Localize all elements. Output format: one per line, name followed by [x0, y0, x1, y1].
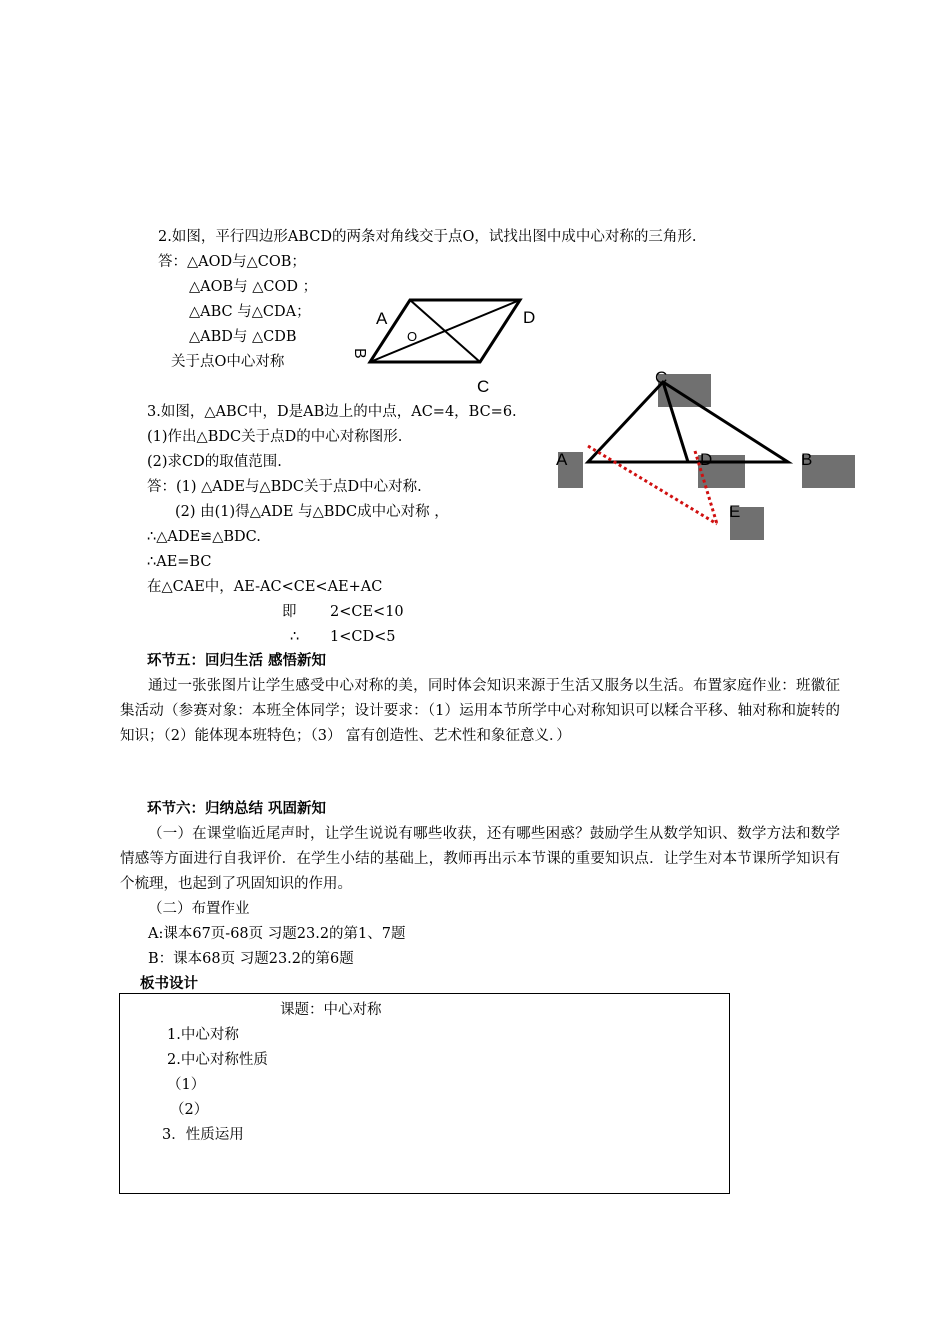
problem3-step5: 1<CD<5 — [330, 629, 396, 645]
homework-a: A:课本67页-68页 习题23.2的第1、7题 — [148, 926, 406, 942]
board-title: 课题：中心对称 — [280, 1002, 382, 1018]
board-design-box — [119, 993, 730, 1194]
problem2-conclusion: 关于点O中心对称 — [171, 354, 285, 370]
tri-label-d: D — [700, 450, 713, 469]
problem3-answer2: (2) 由(1)得△ADE 与△BDC成中心对称 ， — [175, 504, 449, 520]
diagonal-bd — [370, 300, 520, 362]
homework-b: B：课本68页 习题23.2的第6题 — [148, 951, 354, 967]
label-a: A — [376, 309, 388, 328]
tri-label-a: A — [556, 450, 568, 469]
problem3-answer1: 答：(1) △ADE与△BDC关于点D中心对称. — [147, 479, 422, 495]
label-b: B — [351, 348, 368, 359]
board-item-5: 3．性质运用 — [162, 1127, 244, 1143]
label-o: O — [407, 329, 418, 344]
board-item-2: 2.中心对称性质 — [167, 1052, 268, 1068]
section5-heading: 环节五：回归生活 感悟新知 — [147, 653, 327, 669]
problem3-step5-prefix: ∴ — [290, 629, 300, 645]
parallelogram-figure — [340, 290, 560, 400]
problem3-part1: (1)作出△BDC关于点D的中心对称图形. — [147, 429, 403, 445]
triangle-figure — [550, 365, 860, 545]
section6-body: （一）在课堂临近尾声时，让学生说说有哪些收获，还有哪些困惑？鼓励学生从数学知识、数学方法和数学情感等方面进行自我评价．在学生小结的基础上，教师再出示本节课的重要知识点．让学生对本节课所学知识有个梳理，也起到了巩固知识的作用。 — [120, 826, 840, 892]
board-item-3: （1） — [167, 1077, 206, 1093]
board-item-4: （2） — [170, 1102, 209, 1118]
homework-title: （二）布置作业 — [148, 901, 250, 917]
problem2-line-3: △ABD与 △CDB — [189, 329, 297, 345]
problem3-step3: 在△CAE中，AE-AC<CE<AE+AC — [147, 579, 383, 595]
problem2-line-2: △ABC 与△CDA； — [189, 304, 311, 320]
board-heading: 板书设计 — [140, 976, 198, 992]
problem3-step2: ∴AE=BC — [147, 554, 212, 570]
label-c: C — [477, 377, 490, 396]
tri-label-c: C — [655, 368, 668, 387]
problem2-question: 2.如图，平行四边形ABCD的两条对角线交于点O，试找出图中成中心对称的三角形. — [158, 229, 697, 245]
section5-body: 通过一张张图片让学生感受中心对称的美，同时体会知识来源于生活又服务以生活。布置家庭作业：班徽征集活动（参赛对象：本班全体同学；设计要求：（1）运用本节所学中心对称知识可以糅合平移、轴对称和旋转的知识；（2）能体现本班特色；（3） 富有创造性、艺术性和象征意义．） — [120, 678, 840, 744]
problem3-step1: ∴△ADE≌△BDC. — [147, 529, 261, 545]
problem3-step4-prefix: 即 — [282, 604, 297, 620]
problem3-question: 3.如图，△ABC中，D是AB边上的中点，AC=4，BC=6. — [147, 404, 517, 420]
section6-heading: 环节六：归纳总结 巩固新知 — [147, 801, 327, 817]
problem2-line-1: △AOB与 △COD ； — [189, 279, 318, 295]
tri-label-b: B — [801, 450, 813, 469]
tri-label-e: E — [729, 502, 741, 521]
problem3-step4: 2<CE<10 — [330, 604, 404, 620]
problem2-answer: 答：△AOD与△COB； — [158, 254, 306, 270]
board-item-1: 1.中心对称 — [167, 1027, 239, 1043]
problem3-part2: (2)求CD的取值范围. — [147, 454, 282, 470]
label-d: D — [523, 308, 536, 327]
